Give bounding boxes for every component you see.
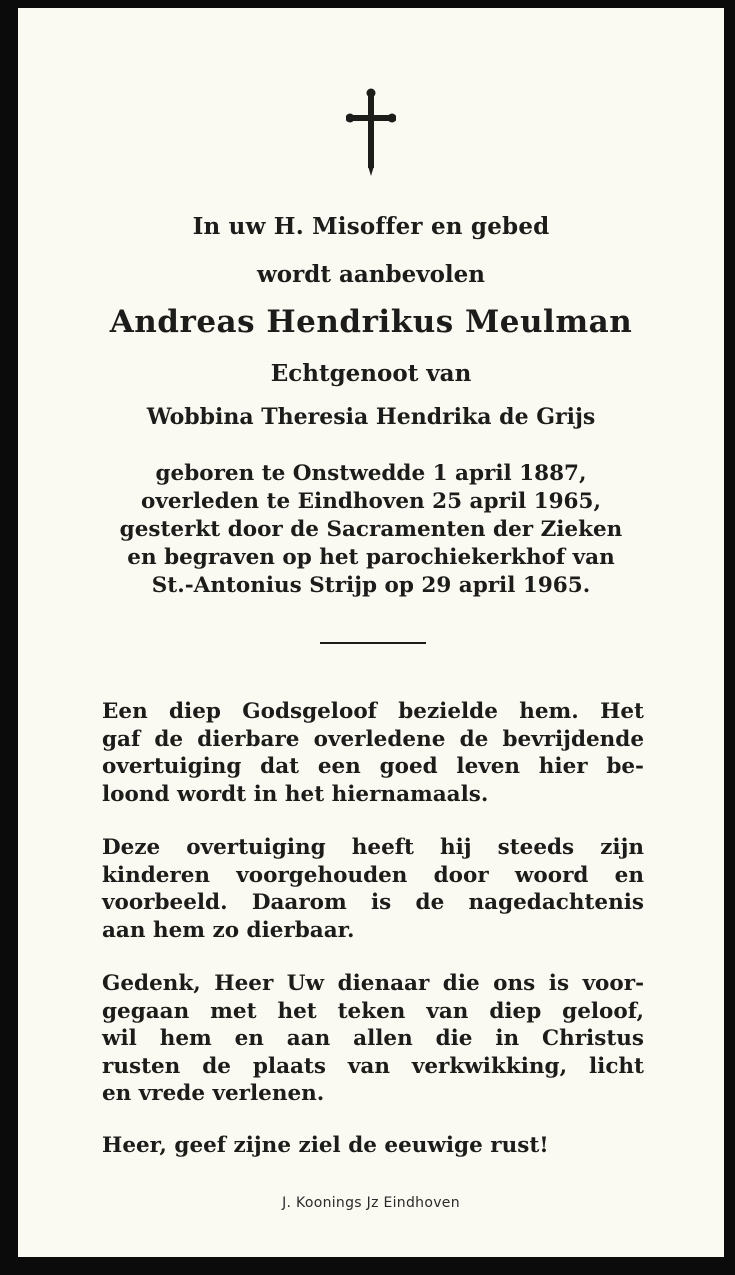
life-details (18, 460, 724, 600)
paragraph-prayer (102, 970, 644, 1108)
text-line: Heer, geef zijne ziel de eeuwige rust! (102, 1133, 549, 1158)
text-line: aan hem zo dierbaar. (102, 917, 355, 943)
prayer-line: In uw H. Misoffer en gebed (192, 213, 550, 240)
paragraph-conviction (102, 834, 644, 944)
divider (320, 642, 426, 644)
paragraph-faith (102, 698, 644, 808)
text-line: loond wordt in het hiernamaals. (102, 781, 489, 807)
detail-line: gesterkt door de Sacramenten der Zieken (119, 517, 623, 542)
deceased-name: Andreas Hendrikus Meulman (109, 304, 633, 340)
text-line: voorbeeld. Daarom is de nagedachtenis (102, 890, 644, 915)
text-line: kinderen voorgehouden door woord en (102, 862, 644, 888)
spouse-name: Wobbina Theresia Hendrika de Grijs (146, 404, 596, 430)
text-line: en vrede verlenen. (102, 1081, 325, 1106)
text-line: Gedenk, Heer Uw dienaar die ons is voor- (102, 971, 644, 996)
text-line: rusten de plaats van verkwikking, licht (102, 1053, 644, 1079)
detail-line: St.-Antonius Strijp op 29 april 1965. (151, 573, 591, 598)
text-line: gegaan met het teken van diep geloof, (102, 998, 644, 1024)
detail-line: overleden te Eindhoven 25 april 1965, (141, 489, 601, 514)
printer-credit: J. Koonings Jz Eindhoven (282, 1195, 460, 1211)
text-line: Een diep Godsgeloof bezielde hem. Het (102, 699, 644, 724)
recommended-line: wordt aanbevolen (256, 261, 485, 288)
cross-icon (346, 88, 396, 178)
detail-line: en begraven op het parochiekerkhof van (127, 545, 615, 570)
relation-label: Echtgenoot van (270, 360, 472, 387)
text-line: gaf de dierbare overledene de bevrijdende (102, 726, 644, 752)
text-line: Deze overtuiging heeft hij steeds zijn (102, 835, 644, 860)
text-line: wil hem en aan allen die in Christus (102, 1026, 644, 1051)
text-line: overtuiging dat een goed leven hier be- (102, 754, 644, 779)
memorial-card (18, 8, 724, 1257)
paragraph-rest (102, 1132, 644, 1160)
detail-line: geboren te Onstwedde 1 april 1887, (155, 461, 587, 486)
